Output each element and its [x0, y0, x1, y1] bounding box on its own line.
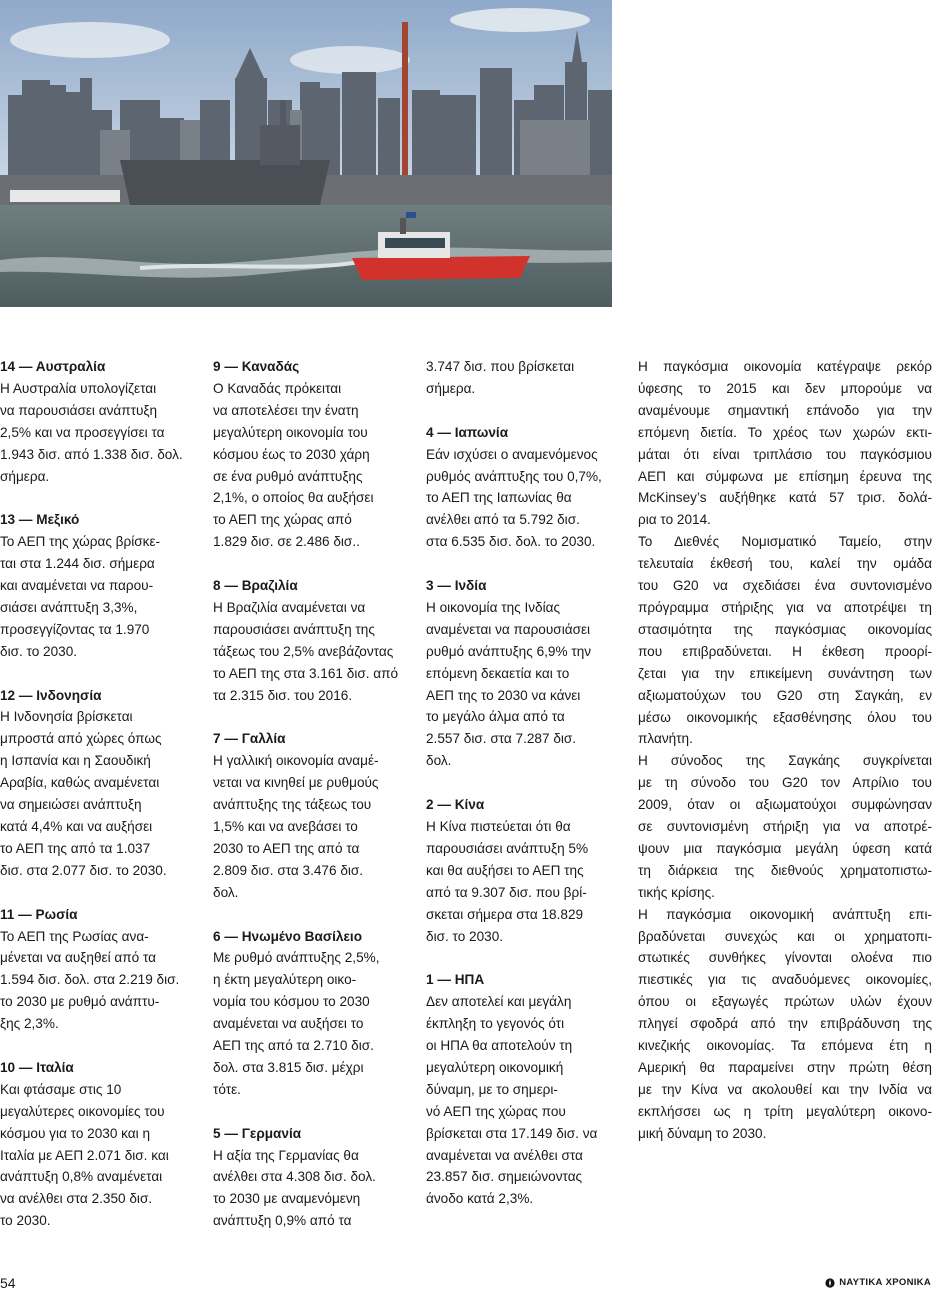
text-line: αναμένεται να παρουσιάσει — [426, 621, 591, 637]
text-line: δολ. — [213, 884, 239, 900]
text-line: επόμενη διετία. Το χρέος των χωρών εκτι- — [638, 424, 932, 440]
section-heading: 13 — Μεξικό — [0, 512, 80, 528]
text-line: Η παγκόσμια οικονομία κατέγραψε ρεκόρ — [638, 359, 932, 374]
text-line: Η Βραζιλία αναμένεται να — [213, 599, 366, 615]
text-line: παρουσιάσει ανάπτυξη 5% — [426, 840, 589, 856]
text-line: ΑΕΠ και σύμφωνα με επίσημη έρευνα της — [638, 468, 932, 484]
text-line: ζεται για την επικείμενη συνάντηση των — [638, 665, 932, 681]
text-line: νομία του κόσμου το 2030 — [213, 994, 370, 1010]
text-line: σήμερα. — [0, 468, 50, 484]
text-line: κόσμου έως το 2030 χάρη — [213, 446, 370, 462]
text-line: μάται ότι είναι τριπλάσιο του παγκόσμιου — [638, 446, 932, 462]
text-line: σκεται σήμερα στα 18.829 — [426, 906, 584, 922]
text-line: 2,1%, ο οποίος θα αυξήσει — [213, 490, 374, 506]
text-line: το 2030 με αναμενόμενη — [213, 1191, 361, 1207]
text-line: Αραβία, καθώς αναμένεται — [0, 775, 160, 791]
text-line: εκπλήσσει ως η τρίτη μεγαλύτερη οικονο- — [638, 1103, 932, 1119]
text-line: η Ισπανία και η Σαουδική — [0, 753, 151, 769]
text-line: 2030 το ΑΕΠ της από τα — [213, 840, 360, 856]
text-line: σε ένα ρυθμό ανάπτυξης — [213, 468, 363, 484]
text-line: Η γαλλική οικονομία αναμέ- — [213, 753, 379, 769]
paragraph-gap — [0, 487, 205, 509]
section-heading: 11 — Ρωσία — [0, 906, 78, 922]
text-line: 1,5% και να ανεβάσει το — [213, 819, 358, 834]
text-line: το 2030 με ρυθμό ανάπτυ- — [0, 994, 160, 1010]
text-line: του G20 να σχεδιάσει ένα συντονισμένο — [638, 578, 932, 594]
paragraph-gap — [426, 772, 631, 794]
text-line: Δεν αποτελεί και μεγάλη — [426, 994, 572, 1010]
text-line: το ΑΕΠ της χώρας από — [213, 512, 352, 528]
text-line: η έκτη μεγαλύτερη οικο- — [213, 972, 357, 988]
text-line: ρια το 2014. — [638, 512, 711, 528]
text-line: αναμένουμε σημαντική επάνοδο για την — [638, 402, 932, 418]
paragraph-gap — [0, 882, 205, 904]
text-line: το ΑΕΠ της στα 3.161 δισ. από — [213, 665, 399, 681]
column-1 — [0, 356, 205, 1232]
text-line: βραδύνεται συνεχώς και οι χρηματοπι- — [638, 928, 932, 944]
section-heading: 8 — Βραζιλία — [213, 578, 298, 594]
paragraph-gap — [426, 553, 631, 575]
text-line: τα 2.315 δισ. του 2016. — [213, 687, 353, 703]
paragraph-gap — [213, 706, 418, 728]
text-line: πρόγραμμα στήριξης για να αποτρέψει τη — [638, 599, 932, 615]
text-line: επόμενη δεκαετία και το — [426, 665, 570, 681]
text-line: Αμερική θα παραμείνει στην πρώτη θέση — [638, 1060, 932, 1075]
text-line: από τα 9.307 δισ. που βρί- — [426, 884, 587, 900]
magazine-brand — [825, 1277, 931, 1288]
text-line: παρουσιάσει ανάπτυξη της — [213, 621, 375, 637]
section-heading: 10 — Ιταλία — [0, 1059, 74, 1075]
text-line: μεγαλύτερη οικονομική — [426, 1059, 564, 1075]
text-line: αξιωματούχων του G20 στη Σαγκάη, εν — [638, 687, 932, 703]
brand-name: ΝΑΥΤΙΚΑ ΧΡΟΝΙΚΑ — [839, 1277, 931, 1288]
section-heading: 14 — Αυστραλία — [0, 359, 106, 374]
section-heading: 6 — Ηνωμένο Βασίλειο — [213, 928, 363, 944]
text-line: 2.557 δισ. στα 7.287 δισ. — [426, 731, 577, 747]
text-line: Η οικονομία της Ινδίας — [426, 599, 561, 615]
text-line: δύναμη, με το σημερι- — [426, 1081, 558, 1097]
text-line: τη διάρκεια της διεθνούς χρηματοπιστω- — [638, 862, 932, 878]
text-line: να ανέλθει στα 2.350 δισ. — [0, 1191, 153, 1207]
text-line: Η Κίνα πιστεύεται ότι θα — [426, 818, 571, 834]
compass-icon — [825, 1278, 835, 1288]
text-line: ύφεσης το 2015 και δεν μπορούμε να — [638, 380, 932, 396]
column-2 — [213, 356, 418, 1232]
text-line: Η Αυστραλία υπολογίζεται — [0, 380, 157, 396]
text-line: δισ. στα 2.077 δισ. το 2030. — [0, 862, 167, 878]
text-line: να αποτελέσει την ένατη — [213, 402, 359, 418]
text-line: βρίσκεται στα 17.149 δισ. να — [426, 1125, 598, 1141]
text-line: 1.594 δισ. δολ. στα 2.219 δισ. — [0, 972, 180, 988]
text-line: πιεστικές για τις αναδυόμενες οικονομίες, — [638, 972, 932, 988]
paragraph-gap — [0, 1035, 205, 1057]
text-line: ανάπτυξη 0,9% από τα — [213, 1213, 352, 1229]
text-line: Η παγκόσμια οικονομική ανάπτυξη επι- — [638, 906, 932, 922]
text-line: 1.943 δισ. από 1.338 δισ. δολ. — [0, 446, 183, 462]
text-line: δολ. — [426, 753, 452, 769]
text-line: ανέλθει από τα 5.792 δισ. — [426, 512, 580, 528]
text-line: σιάσει ανάπτυξη 3,3%, — [0, 599, 138, 615]
text-line: όπου οι εξαγωγές πρώτων υλών έχουν — [638, 994, 932, 1010]
text-line: το 2030. — [0, 1213, 51, 1229]
text-line: να σημειώσει ανάπτυξη — [0, 797, 142, 813]
text-line: ται στα 1.244 δισ. σήμερα — [0, 556, 155, 572]
text-line: και αναμένεται να παρου- — [0, 578, 154, 594]
text-line: δισ. το 2030. — [426, 928, 504, 944]
text-line: κόσμου για το 2030 και η — [0, 1125, 151, 1141]
text-line: ανάπτυξης της τάξεως του — [213, 797, 372, 813]
text-line: το ΑΕΠ της από τα 1.037 — [0, 840, 151, 856]
text-line: μέσω οικονομικής εξασθένησης όλου του — [638, 709, 932, 725]
text-line: προσεγγίζοντας τα 1.970 — [0, 621, 150, 637]
text-line: Και φτάσαμε στις 10 — [0, 1081, 122, 1097]
text-line: οι ΗΠΑ θα αποτελούν τη — [426, 1038, 573, 1054]
text-line: δολ. στα 3.815 δισ. μέχρι — [213, 1059, 364, 1075]
paragraph-gap — [426, 400, 631, 422]
page-number: 54 — [0, 1275, 16, 1291]
text-line: κατά 4,4% και να αυξήσει — [0, 819, 153, 834]
section-heading: 12 — Ινδονησία — [0, 687, 102, 703]
text-line: που επιβραδύνεται. Η έκθεση προορί- — [638, 643, 932, 659]
text-line: κινεζικής οικονομίας. Τα επόμενα έτη η — [638, 1038, 932, 1054]
text-line: μένεται να αυξηθεί από τα — [0, 950, 156, 966]
section-heading: 4 — Ιαπωνία — [426, 424, 509, 440]
text-line: Η σύνοδος της Σαγκάης συγκρίνεται — [638, 753, 932, 769]
paragraph-gap — [213, 553, 418, 575]
text-line: ανάπτυξη 0,8% αναμένεται — [0, 1169, 163, 1185]
text-line: στωτικές συνθήκες γίνονται ολοένα πιο — [638, 950, 932, 966]
text-line: Το Διεθνές Νομισματικό Ταμείο, στην — [638, 534, 932, 550]
text-line: νεται να κινηθεί με ρυθμούς — [213, 775, 379, 791]
text-line: ανέλθει στα 4.308 δισ. δολ. — [213, 1169, 376, 1185]
text-line: το μεγάλο άλμα από τα — [426, 709, 565, 725]
text-line: δισ. το 2030. — [0, 643, 78, 659]
paragraph-gap — [213, 1101, 418, 1123]
text-line: αναμένεται να αυξήσει το — [213, 1016, 364, 1032]
section-heading: 5 — Γερμανία — [213, 1125, 302, 1141]
text-line: Ο Καναδάς πρόκειται — [213, 380, 342, 396]
text-line: στα 6.535 δισ. δολ. το 2030. — [426, 534, 596, 550]
text-line: το ΑΕΠ της Ιαπωνίας θα — [426, 490, 572, 506]
text-line: ΑΕΠ της το 2030 να κάνει — [426, 687, 581, 703]
section-heading: 7 — Γαλλία — [213, 731, 286, 747]
text-line: τελευταία έκθεσή του, καλεί την ομάδα — [638, 556, 932, 572]
text-line: άνοδο κατά 2,3%. — [426, 1191, 534, 1207]
text-line: πλανήτη. — [638, 731, 693, 747]
text-line: και θα αυξήσει το ΑΕΠ της — [426, 862, 584, 878]
text-line: τάξεως του 2,5% ανεβάζοντας — [213, 643, 394, 659]
text-line: σήμερα. — [426, 380, 476, 396]
text-line: 2.809 δισ. στα 3.476 δισ. — [213, 862, 364, 878]
text-line: με τη σύνοδο του G20 τον Απρίλιο του — [638, 775, 932, 791]
paragraph-gap — [426, 947, 631, 969]
text-line: McKinsey’s αυξήθηκε κατά 57 τρισ. δολά- — [638, 490, 932, 506]
text-line: 2009, όταν οι αξιωματούχοι συμφώνησαν — [638, 797, 932, 813]
text-line: με την Κίνα να ακολουθεί και την Ινδία να — [638, 1081, 932, 1097]
text-line: 23.857 δισ. σημειώνοντας — [426, 1169, 583, 1185]
text-line: 1.829 δισ. σε 2.486 δισ.. — [213, 534, 360, 550]
text-line: ξης 2,3%. — [0, 1016, 59, 1032]
text-line: μεγαλύτερη οικονομία του — [213, 424, 368, 440]
text-line: σε συντονισμένη στήριξη για να αποτρέ- — [638, 819, 932, 835]
text-line: Η Ινδονησία βρίσκεται — [0, 709, 133, 725]
text-line: αναμένεται να ανέλθει στα — [426, 1147, 583, 1163]
text-line: νό ΑΕΠ της χώρας που — [426, 1103, 566, 1119]
text-line: Με ρυθμό ανάπτυξης 2,5%, — [213, 950, 380, 966]
section-heading: 9 — Καναδάς — [213, 359, 300, 374]
section-heading: 1 — ΗΠΑ — [426, 972, 485, 988]
column-4 — [638, 356, 932, 1145]
text-line: 3.747 δισ. που βρίσκεται — [426, 359, 575, 374]
text-line: ρυθμό ανάπτυξης 6,9% την — [426, 643, 592, 659]
text-line: ρυθμός ανάπτυξης του 0,7%, — [426, 468, 602, 484]
text-line: πληγεί σφοδρά από την επιβράδυνση της — [638, 1016, 932, 1032]
text-line: Εάν ισχύσει ο αναμενόμενος — [426, 446, 598, 462]
new-york-harbor-photo — [0, 0, 612, 307]
text-line: ψουν μια παγκόσμια μεγάλη ύφεση κατά — [638, 840, 932, 856]
text-line: Η αξία της Γερμανίας θα — [213, 1147, 359, 1163]
text-line: στασιμότητα της παγκόσμιας οικονομίας — [638, 621, 932, 637]
text-line: Ιταλία με ΑΕΠ 2.071 δισ. και — [0, 1147, 169, 1163]
text-line: ΑΕΠ της από τα 2.710 δισ. — [213, 1038, 374, 1054]
text-line: μεγαλύτερες οικονομίες του — [0, 1103, 165, 1119]
section-heading: 2 — Κίνα — [426, 797, 485, 813]
text-line: Το ΑΕΠ της χώρας βρίσκε- — [0, 534, 161, 550]
text-line: να παρουσιάσει ανάπτυξη — [0, 402, 158, 418]
text-line: τότε. — [213, 1081, 241, 1097]
column-3 — [426, 356, 631, 1210]
paragraph-gap — [213, 904, 418, 926]
text-line: Το ΑΕΠ της Ρωσίας ανα- — [0, 928, 149, 944]
paragraph-gap — [0, 663, 205, 685]
text-line: μπροστά από χώρες όπως — [0, 731, 162, 747]
text-line: 2,5% και να προσεγγίσει τα — [0, 424, 165, 440]
section-heading: 3 — Ινδία — [426, 578, 487, 594]
text-line: τικής κρίσης. — [638, 884, 715, 900]
text-line: έκπληξη το γεγονός ότι — [426, 1016, 565, 1032]
text-line: μική δύναμη το 2030. — [638, 1125, 767, 1141]
